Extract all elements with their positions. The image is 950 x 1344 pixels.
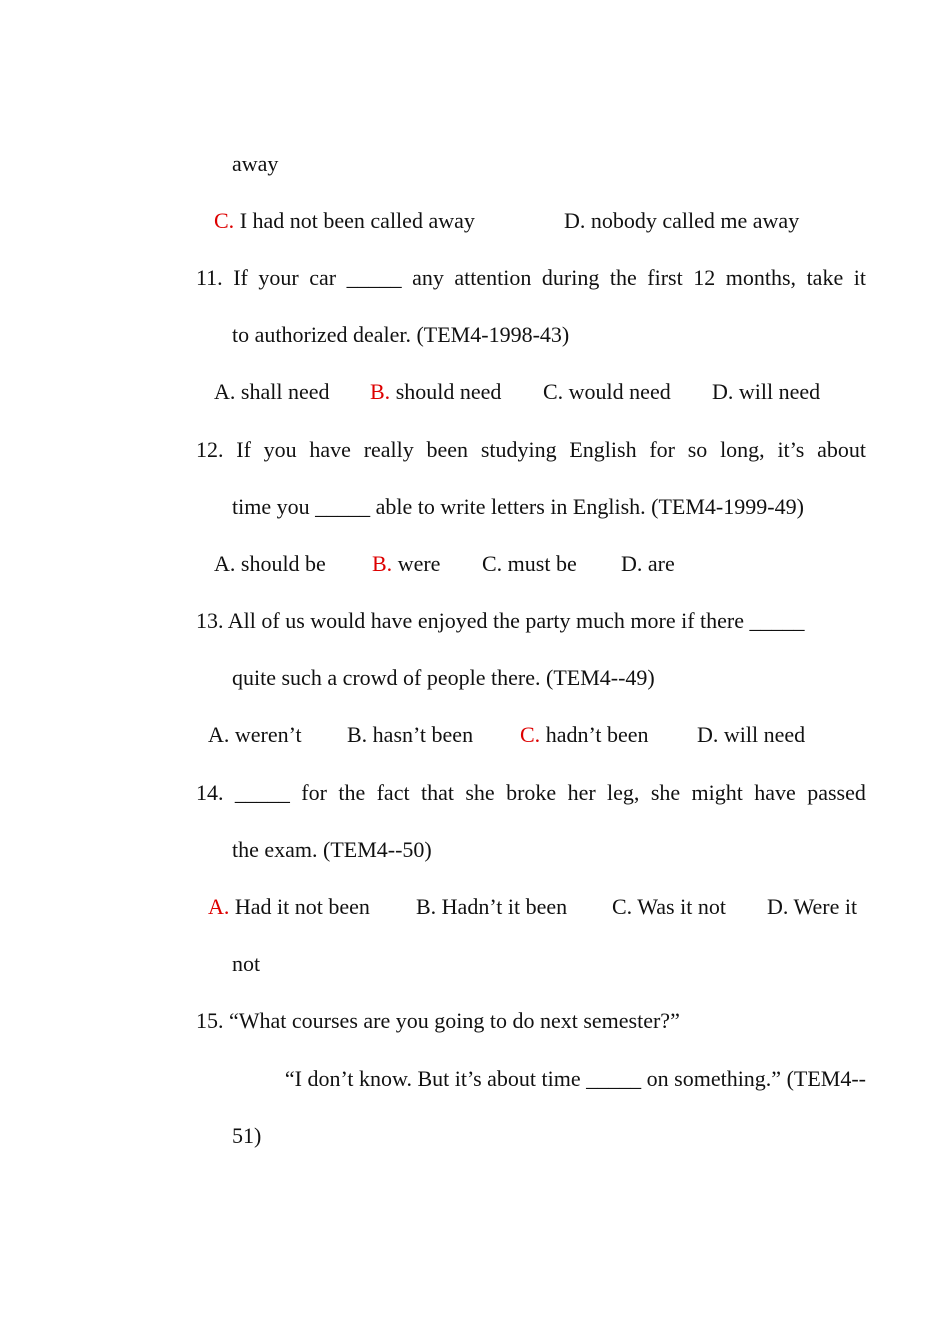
stem-word: that xyxy=(420,780,454,805)
q14-option-b: B. Hadn’t it been xyxy=(416,894,568,919)
q13-stem-line2: quite such a crowd of people there. (TEM4--49) xyxy=(232,665,655,690)
stem-word: about xyxy=(817,437,866,462)
q12-option-d: D. are xyxy=(621,551,675,576)
q14-stem-line2: the exam. (TEM4--50) xyxy=(232,837,432,862)
stem-word: take xyxy=(806,265,844,290)
q13-options xyxy=(0,721,950,749)
stem-word: might xyxy=(691,780,743,805)
stem-word: her xyxy=(567,780,596,805)
stem-word: If xyxy=(236,437,251,462)
option-text: were xyxy=(392,551,441,576)
stem-word: 11. xyxy=(196,265,223,290)
answer-letter: C. xyxy=(520,722,541,747)
stem-word: 14. xyxy=(196,780,224,805)
stem-word: _____ xyxy=(346,265,402,290)
answer-letter: B. xyxy=(372,551,393,576)
answer-letter: A. xyxy=(208,894,230,919)
stem-word: she xyxy=(650,780,681,805)
q11-option-c: C. would need xyxy=(543,379,671,404)
q10-option-d: D. nobody called me away xyxy=(564,208,800,233)
q11-option-d: D. will need xyxy=(712,379,821,404)
stem-word: 12. xyxy=(196,437,224,462)
stem-word: your xyxy=(258,265,299,290)
q11-option-a: A. shall need xyxy=(214,379,330,404)
stem-word: English xyxy=(569,437,637,462)
option-text: I had not been called away xyxy=(234,208,475,233)
q12-option-b xyxy=(372,550,440,578)
q13-option-c xyxy=(520,721,649,749)
q13-option-a: A. weren’t xyxy=(208,722,302,747)
option-text: should need xyxy=(390,379,502,404)
stem-word: really xyxy=(363,437,414,462)
stem-word: the xyxy=(338,780,366,805)
stem-word: it xyxy=(853,265,866,290)
q14-option-d-wrap: not xyxy=(232,951,261,976)
stem-word: for xyxy=(301,780,327,805)
q12-option-a: A. should be xyxy=(214,551,326,576)
q10-wrap-line: away xyxy=(232,151,279,176)
stem-word: _____ xyxy=(234,780,290,805)
stem-word: broke xyxy=(506,780,557,805)
q10-option-c xyxy=(214,207,475,235)
stem-word: during xyxy=(541,265,600,290)
stem-word: the xyxy=(609,265,637,290)
stem-word: studying xyxy=(480,437,557,462)
q14-stem-line1 xyxy=(196,779,866,807)
stem-word: attention xyxy=(454,265,532,290)
stem-word: so xyxy=(687,437,708,462)
q14-option-a xyxy=(208,893,370,921)
q12-stem-line2: time you _____ able to write letters in English. (TEM4-1999-49) xyxy=(232,494,804,519)
stem-word: first xyxy=(647,265,683,290)
stem-word: 12 xyxy=(693,265,716,290)
q12-stem-line1 xyxy=(196,436,866,464)
stem-word: for xyxy=(649,437,675,462)
q15-stem-line1: 15. “What courses are you going to do next semester?” xyxy=(196,1008,680,1033)
stem-word: months, xyxy=(725,265,797,290)
stem-word: you xyxy=(263,437,297,462)
answer-letter: B. xyxy=(370,379,391,404)
stem-word: If xyxy=(233,265,248,290)
q11-option-b xyxy=(370,378,501,406)
q12-options xyxy=(0,550,950,578)
stem-word: passed xyxy=(807,780,866,805)
q14-options xyxy=(0,893,950,921)
stem-word: she xyxy=(465,780,495,805)
q13-stem-line1: 13. All of us would have enjoyed the party much more if there _____ xyxy=(196,608,805,633)
option-text: Had it not been xyxy=(229,894,370,919)
q13-option-d: D. will need xyxy=(697,722,806,747)
q15-stem-line3: 51) xyxy=(232,1123,262,1148)
stem-word: fact xyxy=(376,780,410,805)
q11-options xyxy=(0,378,950,406)
stem-word: long, xyxy=(720,437,765,462)
answer-letter: C. xyxy=(214,208,235,233)
option-text: hadn’t been xyxy=(540,722,649,747)
q11-stem-line2: to authorized dealer. (TEM4-1998-43) xyxy=(232,322,570,347)
stem-word: have xyxy=(309,437,351,462)
stem-word: car xyxy=(309,265,337,290)
stem-word: been xyxy=(426,437,469,462)
stem-word: it’s xyxy=(777,437,805,462)
q13-option-b: B. hasn’t been xyxy=(347,722,474,747)
q15-stem-line2: “I don’t know. But it’s about time _____ on something.” (TEM4-- xyxy=(284,1066,866,1091)
q14-option-c: C. Was it not xyxy=(612,894,726,919)
stem-word: any xyxy=(412,265,444,290)
q14-option-d: D. Were it xyxy=(767,894,858,919)
stem-word: have xyxy=(754,780,796,805)
stem-word: leg, xyxy=(607,780,640,805)
q12-option-c: C. must be xyxy=(482,551,577,576)
q11-stem-line1 xyxy=(196,264,866,292)
